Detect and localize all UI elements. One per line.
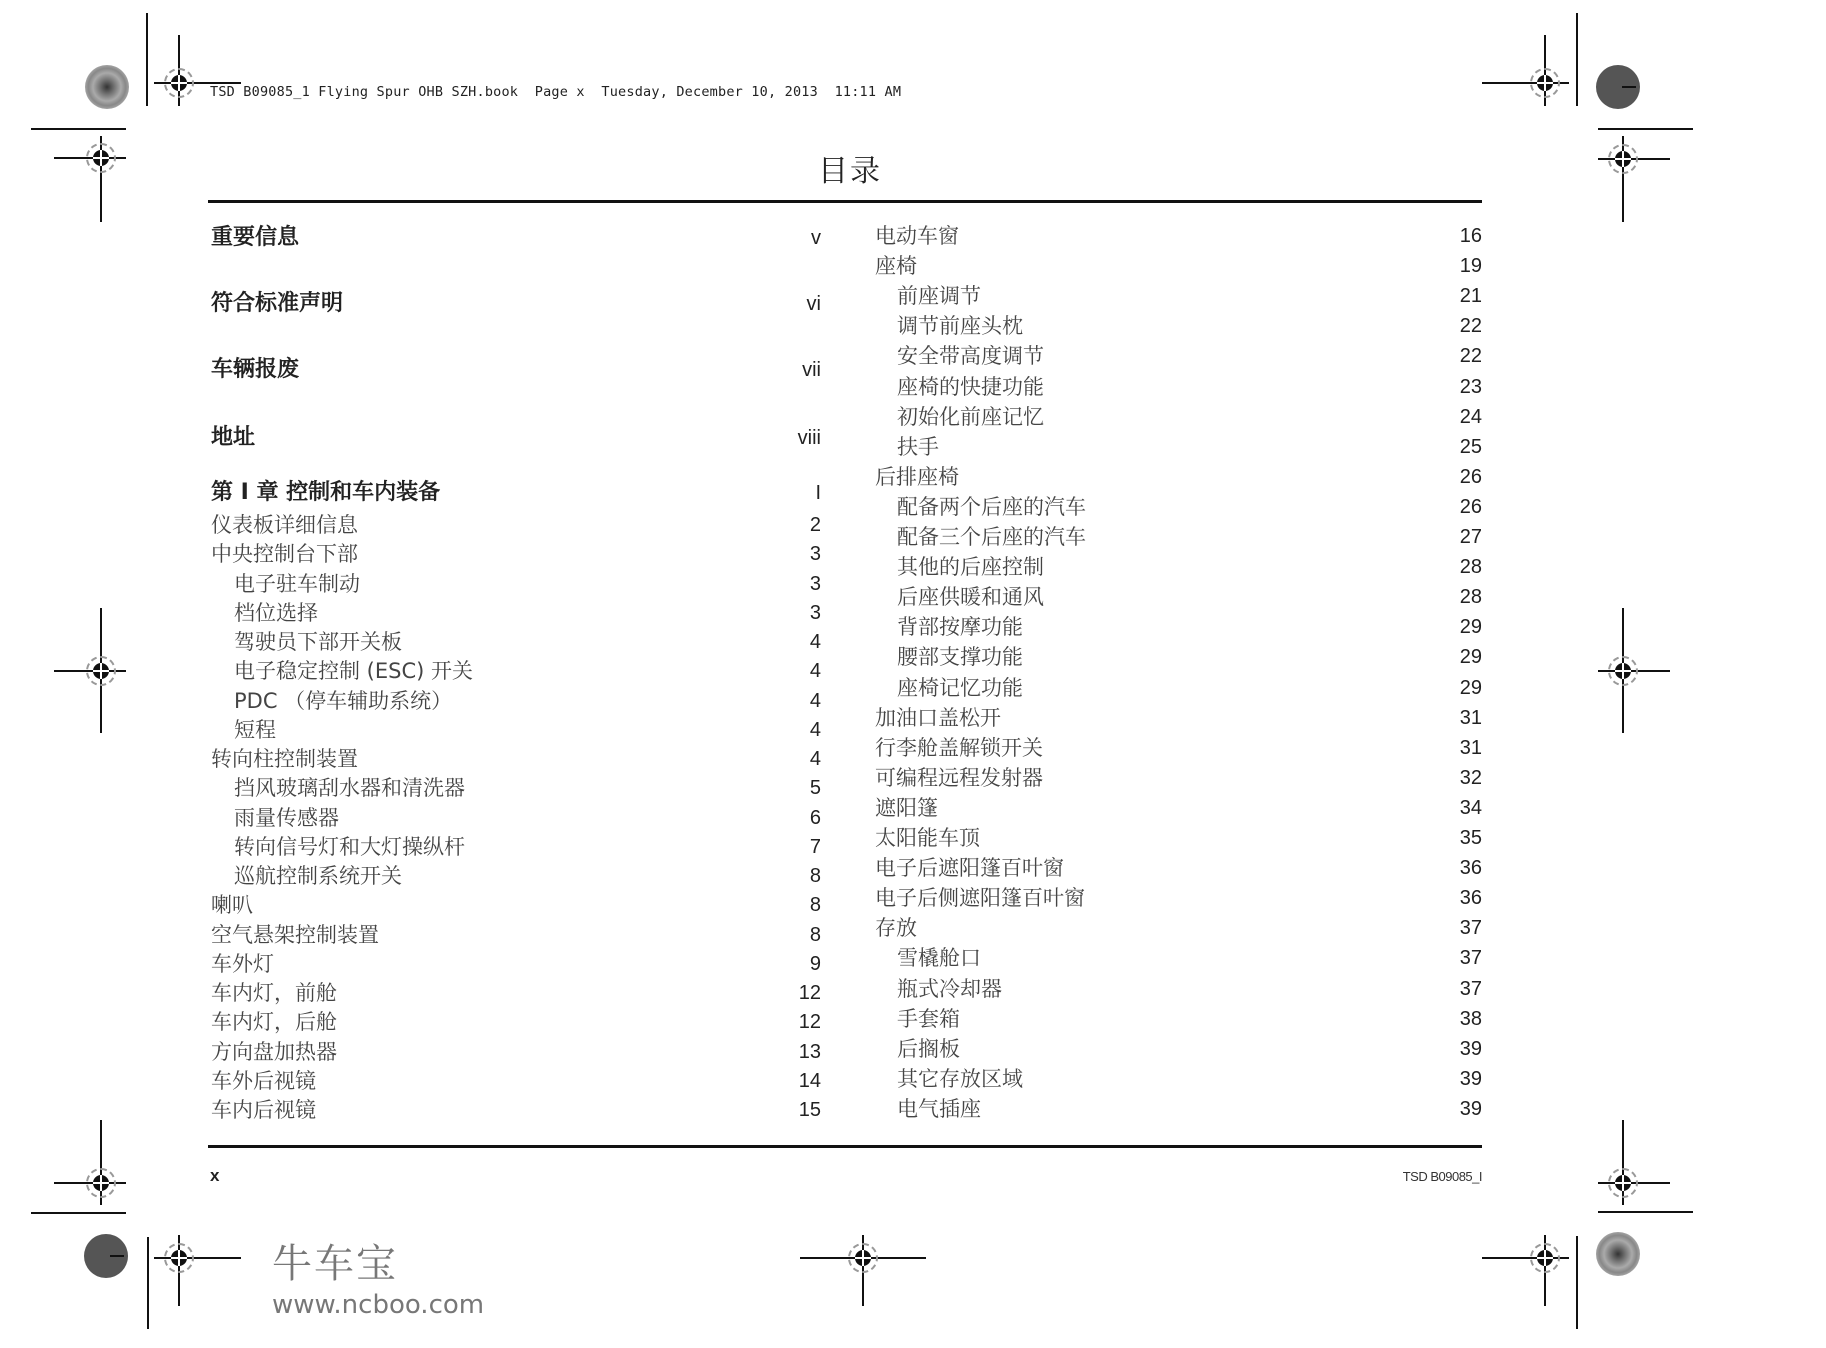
toc-entry-label: 背部按摩功能: [897, 615, 1023, 640]
toc-entry-page: 3: [809, 572, 821, 595]
toc-entry[interactable]: [875, 824, 1482, 852]
toc-entry[interactable]: [211, 745, 821, 773]
toc-entry-page: 27: [1459, 526, 1482, 548]
toc-entry[interactable]: [211, 862, 821, 890]
toc-entry-label: 配备两个后座的汽车: [897, 494, 1086, 519]
toc-entry[interactable]: [211, 540, 821, 568]
color-disc-icon: [84, 1234, 128, 1278]
toc-entry-label: 挡风玻璃刮水器和清洗器: [234, 776, 465, 801]
toc-entry-label: 电气插座: [897, 1096, 981, 1121]
toc-entry-label: 存放: [875, 916, 917, 941]
toc-entry[interactable]: [211, 657, 821, 685]
toc-entry[interactable]: [211, 599, 821, 627]
toc-entry[interactable]: [875, 463, 1482, 491]
toc-entry[interactable]: [211, 804, 821, 832]
toc-entry-label: 可编程远程发射器: [875, 765, 1043, 790]
toc-entry-label: 中央控制台下部: [211, 542, 358, 567]
toc-entry-page: 28: [1459, 556, 1482, 579]
toc-entry-label: 其它存放区域: [897, 1066, 1023, 1091]
toc-entry-label: 电子后遮阳篷百叶窗: [875, 856, 1064, 881]
toc-entry[interactable]: [875, 523, 1482, 551]
crop-mark: [147, 1237, 149, 1329]
toc-entry-page: 6: [809, 806, 821, 829]
toc-entry[interactable]: [875, 373, 1482, 401]
crop-mark: [1576, 1236, 1578, 1329]
toc-entry-page: 2: [809, 514, 821, 536]
running-header: TSD B09085_1 Flying Spur OHB SZH.book Page x Tuesday, December 10, 2013 11:11 AM: [210, 84, 902, 100]
toc-entry-label: 加油口盖松开: [875, 705, 1001, 730]
toc-entry-label: 转向信号灯和大灯操纵杆: [234, 834, 465, 859]
toc-entry[interactable]: [875, 1005, 1482, 1033]
toc-entry-page: 26: [1459, 465, 1482, 488]
toc-entry-page: 16: [1459, 225, 1482, 247]
toc-entry[interactable]: [211, 224, 821, 252]
toc-entry-label: 巡航控制系统开关: [234, 864, 402, 888]
toc-entry[interactable]: [211, 891, 821, 919]
toc-entry-page: 8: [809, 865, 821, 887]
toc-entry[interactable]: [875, 975, 1482, 1003]
toc-entry[interactable]: [211, 1038, 821, 1066]
footer-page-number: x: [210, 1166, 220, 1185]
toc-entry-label: 地址: [211, 425, 256, 450]
crop-mark: [31, 1212, 126, 1214]
toc-entry[interactable]: [875, 433, 1482, 461]
toc-entry-page: viii: [797, 427, 821, 449]
toc-entry-page: vii: [802, 359, 821, 381]
toc-entry-page: 8: [809, 894, 821, 917]
toc-entry-page: 4: [809, 748, 821, 770]
toc-entry-label: 扶手: [897, 434, 939, 459]
footer-doc-code: TSD B09085_I: [1402, 1169, 1482, 1184]
toc-entry-label: 遮阳篷: [875, 795, 938, 820]
toc-entry-page: 7: [809, 835, 821, 858]
toc-entry[interactable]: [211, 1067, 821, 1095]
toc-entry-label: PDC （停车辅助系统）: [234, 688, 453, 713]
toc-entry-page: 38: [1459, 1007, 1482, 1030]
toc-entry[interactable]: [875, 1065, 1482, 1093]
toc-entry[interactable]: [211, 511, 821, 539]
watermark-brand: 牛车宝: [272, 1241, 398, 1287]
toc-entry[interactable]: [875, 403, 1482, 431]
toc-entry-page: 31: [1459, 736, 1482, 759]
toc-entry-label: 座椅: [875, 254, 917, 279]
color-disc-icon: [1596, 65, 1640, 109]
crop-mark: [1598, 128, 1693, 130]
toc-entry-label: 空气悬架控制装置: [211, 922, 379, 947]
toc-entry[interactable]: [875, 553, 1482, 581]
toc-entry-page: 39: [1459, 1067, 1482, 1090]
toc-entry-page: 8: [809, 923, 821, 946]
toc-entry[interactable]: [875, 493, 1482, 521]
toc-entry[interactable]: [875, 282, 1482, 310]
toc-entry-label: 第 I 章 控制和车内装备: [211, 480, 441, 505]
toc-entry[interactable]: [211, 628, 821, 656]
toc-entry[interactable]: [875, 252, 1482, 280]
toc-entry-label: 座椅记忆功能: [897, 675, 1023, 700]
toc-entry-page: 32: [1459, 766, 1482, 789]
toc-entry-label: 调节前座头枕: [897, 314, 1023, 339]
toc-entry[interactable]: [875, 704, 1482, 732]
crop-mark: [31, 128, 126, 130]
toc-chapter-heading[interactable]: [211, 479, 821, 507]
toc-entry[interactable]: [211, 716, 821, 744]
toc-entry[interactable]: [875, 944, 1482, 972]
toc-entry-page: 3: [809, 543, 821, 566]
toc-entry[interactable]: [875, 222, 1482, 250]
toc-entry-label: 太阳能车顶: [875, 826, 980, 850]
toc-entry[interactable]: [875, 764, 1482, 792]
toc-entry[interactable]: [211, 921, 821, 949]
toc-entry-page: 26: [1459, 495, 1482, 518]
toc-entry-label: 车内灯，后舱: [211, 1010, 337, 1035]
toc-entry-page: 39: [1459, 1097, 1482, 1120]
toc-entry[interactable]: [875, 643, 1482, 671]
toc-entry-page: v: [811, 227, 821, 249]
toc-entry[interactable]: [875, 1035, 1482, 1063]
toc-entry-label: 其他的后座控制: [897, 555, 1044, 580]
toc-entry-label: 仪表板详细信息: [211, 513, 358, 537]
toc-entry-page: 29: [1459, 676, 1482, 699]
toc-entry-label: 电子驻车制动: [234, 571, 360, 596]
toc-entry[interactable]: [875, 583, 1482, 611]
toc-entry-label: 行李舱盖解锁开关: [875, 735, 1043, 760]
toc-entry-label: 后搁板: [897, 1036, 960, 1061]
toc-entry-page: 29: [1459, 616, 1482, 639]
toc-entry-page: 36: [1459, 857, 1482, 880]
toc-entry-label: 安全带高度调节: [897, 344, 1044, 369]
toc-entry[interactable]: [211, 1008, 821, 1036]
toc-entry-page: 5: [809, 777, 821, 800]
toc-entry-page: 29: [1459, 646, 1482, 669]
toc-entry-label: 初始化前座记忆: [897, 404, 1044, 429]
top-rule: [208, 200, 1482, 203]
toc-entry-page: 13: [798, 1040, 821, 1063]
toc-entry-label: 电子后侧遮阳篷百叶窗: [875, 886, 1085, 911]
toc-entry[interactable]: [875, 854, 1482, 882]
toc-entry-page: 3: [809, 601, 821, 624]
toc-entry-page: 31: [1459, 706, 1482, 729]
toc-entry[interactable]: [875, 914, 1482, 942]
toc-entry-page: 37: [1459, 917, 1482, 940]
toc-entry-label: 转向柱控制装置: [211, 747, 358, 771]
page-title: 目录: [818, 154, 882, 189]
toc-entry-page: 24: [1459, 405, 1482, 428]
toc-entry-label: 车内灯，前舱: [211, 981, 337, 1005]
toc-entry-page: 34: [1459, 796, 1482, 819]
toc-entry-page: 4: [809, 718, 821, 741]
toc-entry[interactable]: [211, 979, 821, 1007]
toc-entry-page: 4: [809, 660, 821, 683]
crop-mark: [1576, 13, 1578, 106]
toc-entry-page: 12: [798, 1011, 821, 1034]
toc-entry-page: 14: [798, 1069, 821, 1092]
toc-entry-page: 22: [1459, 315, 1482, 338]
color-rosette-icon: [85, 65, 129, 109]
toc-entry-page: 25: [1459, 435, 1482, 458]
toc-entry[interactable]: [875, 734, 1482, 762]
toc-entry-page: 39: [1459, 1037, 1482, 1060]
toc-entry-page: 37: [1459, 977, 1482, 1000]
toc-entry-label: 手套箱: [897, 1006, 960, 1031]
toc-entry[interactable]: [875, 312, 1482, 340]
toc-entry-label: 驾驶员下部开关板: [234, 630, 402, 654]
toc-entry[interactable]: [211, 1096, 821, 1124]
toc-entry-label: 雨量传感器: [234, 805, 339, 830]
toc-entry[interactable]: [875, 342, 1482, 370]
toc-entry-page: I: [815, 482, 821, 504]
toc-entry[interactable]: [875, 1095, 1482, 1123]
toc-entry[interactable]: [211, 687, 821, 715]
toc-entry[interactable]: [875, 884, 1482, 912]
toc-entry-label: 车外灯: [211, 951, 274, 976]
toc-entry[interactable]: [211, 950, 821, 978]
toc-entry[interactable]: [211, 833, 821, 861]
toc-entry-label: 档位选择: [234, 600, 318, 625]
toc-entry-label: 后座供暖和通风: [897, 585, 1044, 610]
toc-entry-page: 21: [1459, 285, 1482, 308]
toc-entry-label: 短程: [234, 717, 276, 742]
toc-entry-page: 4: [809, 689, 821, 712]
toc-entry-label: 符合标准声明: [211, 291, 344, 316]
toc-entry-label: 雪橇舱口: [897, 946, 981, 971]
toc-entry-label: 前座调节: [897, 284, 981, 309]
toc-entry-label: 后排座椅: [875, 464, 959, 489]
toc-entry[interactable]: [211, 424, 821, 452]
watermark-url: www.ncboo.com: [272, 1290, 485, 1320]
bottom-rule: [208, 1145, 1482, 1148]
toc-entry-page: 15: [798, 1099, 821, 1121]
toc-entry-label: 车辆报废: [211, 357, 300, 382]
toc-entry-page: 35: [1459, 827, 1482, 849]
toc-entry[interactable]: [211, 570, 821, 598]
crop-mark: [1598, 1211, 1693, 1213]
toc-entry[interactable]: [211, 774, 821, 802]
toc-entry[interactable]: [875, 674, 1482, 702]
toc-entry-page: 37: [1459, 947, 1482, 970]
toc-entry-page: vi: [806, 293, 821, 315]
toc-entry[interactable]: [875, 794, 1482, 822]
toc-entry-page: 19: [1459, 255, 1482, 278]
toc-entry-label: 车内后视镜: [211, 1098, 316, 1122]
toc-entry-label: 电动车窗: [875, 224, 959, 248]
toc-entry-label: 腰部支撑功能: [897, 645, 1023, 670]
toc-entry-page: 9: [809, 952, 821, 975]
toc-entry-page: 23: [1459, 375, 1482, 398]
toc-entry-label: 喇叭: [211, 893, 253, 918]
toc-entry[interactable]: [211, 356, 821, 384]
toc-entry-label: 座椅的快捷功能: [897, 374, 1044, 399]
toc-entry-label: 瓶式冷却器: [897, 976, 1002, 1001]
color-rosette-icon: [1596, 1232, 1640, 1276]
toc-entry-page: 12: [798, 982, 821, 1004]
toc-entry[interactable]: [875, 613, 1482, 641]
crop-mark: [146, 13, 148, 106]
toc-entry-page: 36: [1459, 887, 1482, 910]
toc-entry-page: 4: [809, 631, 821, 653]
toc-entry-page: 22: [1459, 345, 1482, 368]
toc-entry-label: 电子稳定控制 (ESC) 开关: [234, 659, 473, 684]
toc-entry-label: 车外后视镜: [211, 1068, 316, 1093]
toc-entry-page: 28: [1459, 586, 1482, 609]
toc-entry-label: 重要信息: [211, 225, 300, 250]
toc-entry-label: 方向盘加热器: [211, 1039, 337, 1064]
toc-entry[interactable]: [211, 290, 821, 318]
toc-entry-label: 配备三个后座的汽车: [897, 525, 1086, 549]
